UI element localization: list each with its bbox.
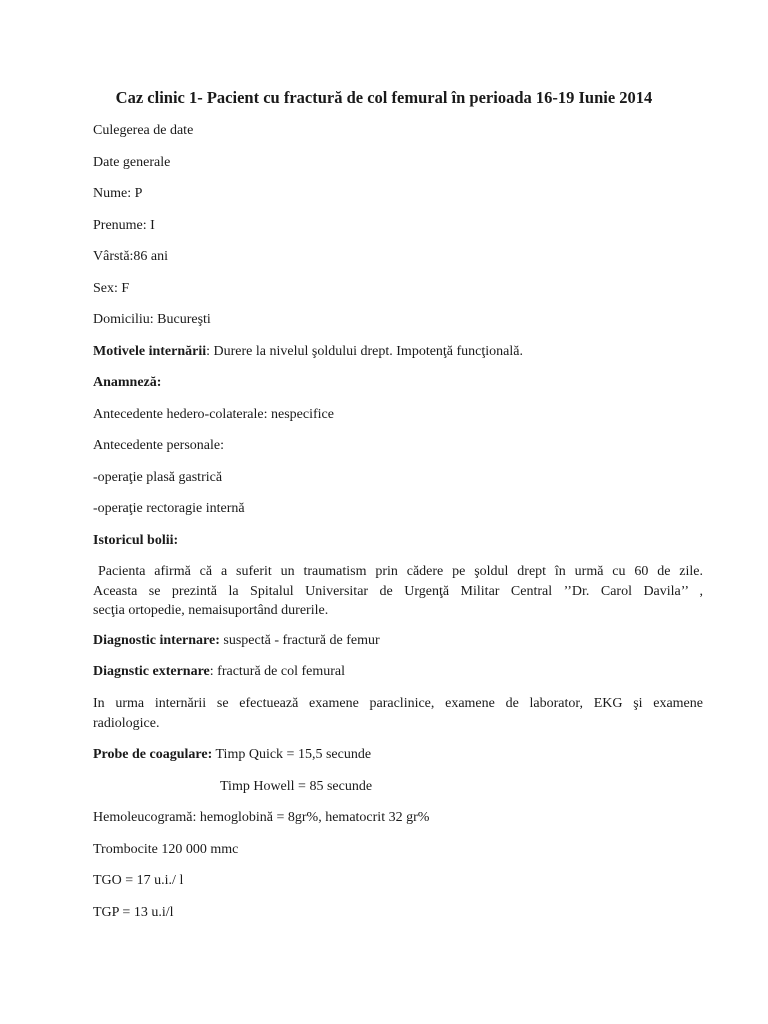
- timp-howell: Timp Howell = 85 secunde: [220, 779, 373, 794]
- operatie-rectoragie: -operaţie rectoragie internă: [93, 501, 245, 516]
- diagnostic-internare-label: Diagnostic internare:: [93, 633, 220, 648]
- field-varsta: Vârstă:86 ani: [93, 249, 169, 264]
- trombocite: Trombocite 120 000 mmc: [93, 842, 239, 857]
- probe-coagulare-label: Probe de coagulare:: [93, 747, 213, 762]
- diagnostic-externare-label: Diagnstic externare: [93, 664, 210, 679]
- document-title: Caz clinic 1- Pacient cu fractură de col femural în perioada 16-19 Iunie 2014: [115, 88, 653, 107]
- field-prenume: Prenume: I: [93, 218, 155, 233]
- diagnostic-externare-text: : fractură de col femural: [209, 664, 346, 679]
- motive-internarii: [93, 342, 523, 361]
- antecedente-hedero-colaterale: Antecedente hedero-colaterale: nespecifice: [93, 407, 334, 422]
- operatie-plasa-gastrica: -operaţie plasă gastrică: [93, 470, 223, 485]
- istoric-line-2: Aceasta se prezintă la Spitalul Universitar de Urgenţă Militar Central ’’Dr. Carol Davila’’ ,: [93, 583, 703, 599]
- diagnostic-internare: [93, 631, 380, 650]
- field-nume: Nume: P: [93, 186, 143, 201]
- istoric-line-3: secţia ortopedie, nemaisuportând durerile.: [93, 603, 329, 618]
- istoricul-bolii-heading: Istoricul bolii:: [93, 533, 179, 548]
- hemoleucograma: Hemoleucogramă: hemoglobină = 8gr%, hematocrit 32 gr%: [93, 810, 430, 825]
- field-domiciliu: Domiciliu: Bucureşti: [93, 312, 211, 327]
- istoric-line-1: Pacienta afirmă că a suferit un traumatism prin cădere pe şoldul drept în urmă cu 60 de zile.: [98, 564, 703, 579]
- anamneza-heading: Anamneză:: [93, 375, 162, 390]
- istoric-paragraph: [93, 562, 703, 621]
- field-sex: Sex: F: [93, 281, 130, 296]
- probe-coagulare: [93, 745, 371, 764]
- tgo: TGO = 17 u.i./ l: [93, 873, 184, 888]
- timp-quick: Timp Quick = 15,5 secunde: [212, 747, 372, 762]
- diagnostic-externare: [93, 662, 345, 681]
- section-date-generale: Date generale: [93, 155, 171, 170]
- diagnostic-internare-text: suspectă - fractură de femur: [219, 633, 380, 648]
- internare-paragraph: [93, 694, 703, 733]
- internare-line-2: radiologice.: [93, 715, 160, 731]
- antecedente-personale: Antecedente personale:: [93, 438, 224, 453]
- motive-label: Motivele internării: [93, 344, 207, 359]
- section-culegerea: Culegerea de date: [93, 123, 194, 138]
- tgp: TGP = 13 u.i/l: [93, 905, 174, 920]
- internare-line-1: In urma internării se efectuează examene paraclinice, examene de laborator, EKG şi examene: [93, 696, 703, 711]
- motive-text: : Durere la nivelul şoldului drept. Impotenţă funcţională.: [206, 344, 523, 359]
